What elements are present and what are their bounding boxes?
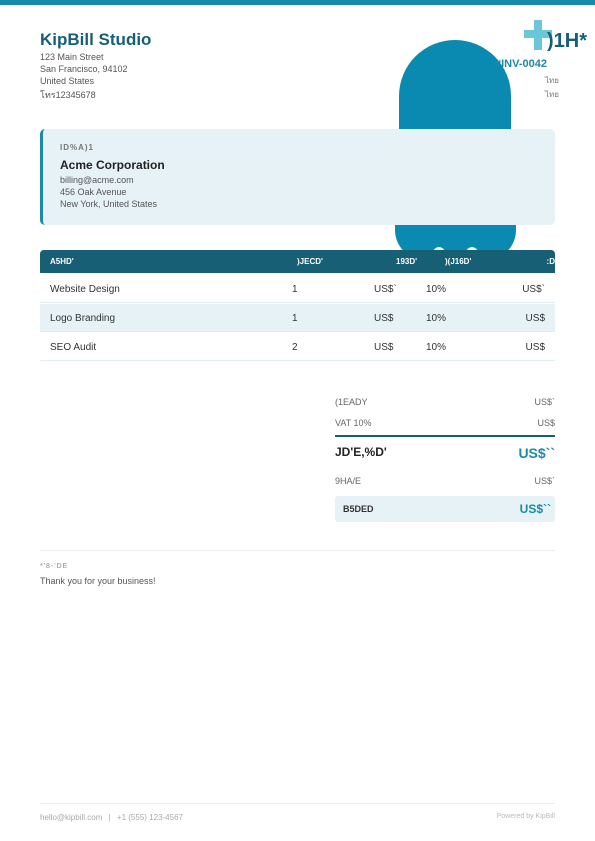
subtotal-row: [335, 397, 555, 413]
footer-divider: [40, 803, 555, 804]
sender-address-line1: 123 Main Street: [40, 52, 104, 62]
client-street: 456 Oak Avenue: [60, 187, 127, 197]
item-quantity: 1: [292, 284, 298, 295]
sender-address-line2: San Francisco, 94102: [40, 64, 128, 74]
top-accent-bar: [0, 0, 595, 5]
company-name: KipBill Studio: [40, 30, 152, 49]
item-quantity: 2: [292, 342, 298, 353]
item-tax: 10%: [426, 342, 447, 353]
paid-row: [335, 476, 555, 492]
bill-to-label: ID%A)1: [60, 143, 95, 152]
item-price: US$: [374, 313, 394, 324]
vat-value: US$: [537, 418, 555, 428]
item-tax: 10%: [426, 313, 447, 324]
header-tax: )(J16D': [445, 257, 472, 266]
paid-label: 9HA/E: [335, 476, 362, 486]
client-email: billing@acme.com: [60, 175, 134, 185]
item-description: Logo Branding: [50, 313, 116, 324]
notes-divider: [40, 550, 555, 551]
invoice-date: ไทย: [545, 76, 559, 85]
item-price: US$: [374, 342, 394, 353]
invoice-due-date: ไทย: [545, 90, 559, 99]
total-value: US$``: [518, 445, 555, 461]
item-quantity: 1: [292, 313, 298, 324]
total-label: JD'E,%D': [335, 445, 387, 459]
balance-due-box: [335, 496, 555, 522]
footer-email[interactable]: hello@kipbill.com: [40, 813, 103, 822]
header-quantity: )JECD': [297, 257, 323, 266]
balance-due-label: B5DED: [343, 504, 374, 514]
notes-label: *'8-'DE: [40, 563, 69, 570]
summary-divider: [335, 435, 555, 437]
table-row: [40, 275, 555, 303]
item-amount: US$: [525, 342, 545, 353]
item-amount: US$: [525, 313, 545, 324]
footer-contact: [40, 813, 183, 822]
footer-phone[interactable]: +1 (555) 123-4567: [116, 813, 183, 822]
powered-by: Powered by KipBill: [496, 813, 555, 820]
notes-text: Thank you for your business!: [40, 576, 156, 586]
paid-value: US$`: [534, 476, 555, 486]
table-row: [40, 333, 555, 361]
subtotal-label: (1EADY: [335, 397, 368, 407]
balance-due-value: US$``: [519, 502, 551, 516]
client-city: New York, United States: [60, 199, 158, 209]
vat-label: VAT 10%: [335, 418, 372, 428]
item-amount: US$`: [522, 284, 545, 295]
invoice-number: #INV-0042: [495, 58, 547, 70]
header-price: 193D': [396, 257, 418, 266]
vat-row: [335, 418, 555, 434]
invoice-title: )1H*: [547, 30, 588, 52]
sender-tax-id: โทร12345678: [40, 90, 96, 100]
subtotal-value: US$`: [534, 397, 555, 407]
item-tax: 10%: [426, 284, 447, 295]
item-price: US$`: [374, 284, 397, 295]
bill-to-card: [40, 129, 555, 225]
header-description: A5HD': [50, 257, 74, 266]
client-name: Acme Corporation: [60, 158, 165, 172]
header-amount: :D: [546, 257, 555, 266]
table-row: [40, 304, 555, 332]
item-description: Website Design: [50, 284, 120, 295]
item-description: SEO Audit: [50, 342, 97, 353]
items-table-header: [40, 250, 555, 273]
sender-country: United States: [40, 76, 95, 86]
footer-separator: |: [108, 813, 111, 822]
